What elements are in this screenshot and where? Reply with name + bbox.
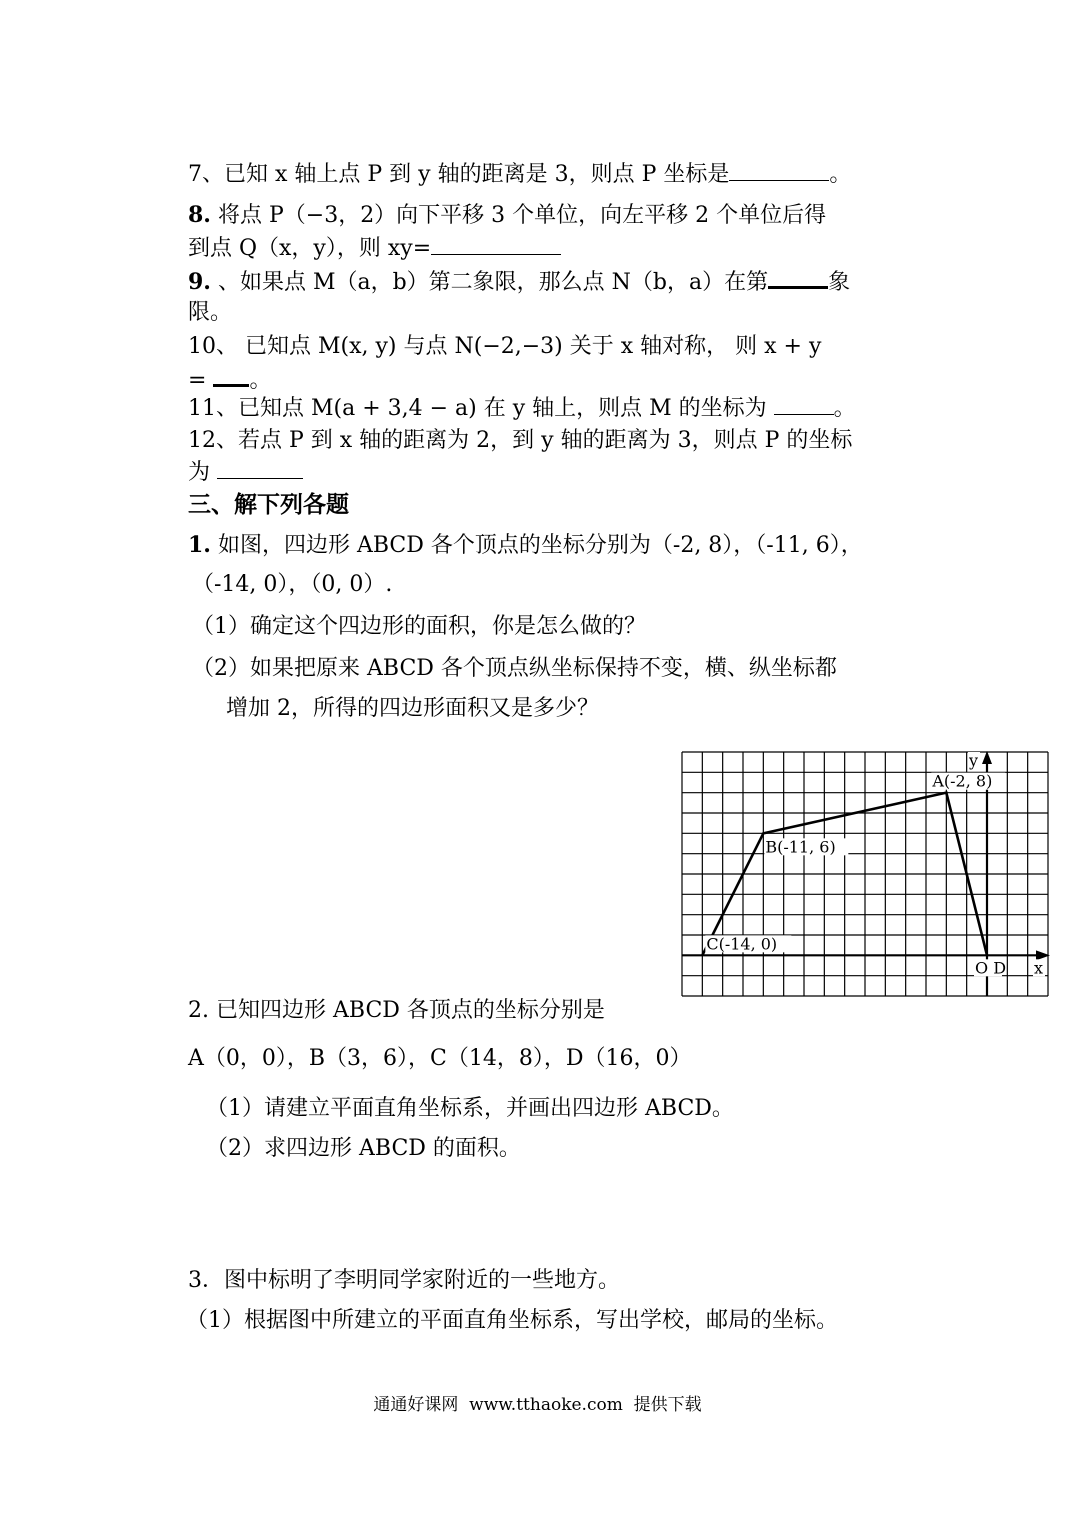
problem3-sub1: （1）根据图中所建立的平面直角坐标系，写出学校，邮局的坐标。 [186,1308,838,1333]
question-7: 7、已知 x 轴上点 P 到 y 轴的距离是 3，则点 P 坐标是 。 [188,162,852,187]
point-label-b: B(-11, 6) [765,837,836,857]
answer-blank[interactable] [431,234,561,255]
problem2-line1: 2. 已知四边形 ABCD 各顶点的坐标分别是 [188,998,605,1023]
answer-blank[interactable] [213,364,249,387]
point-label-od: O D [975,958,1007,978]
section-title: 三、解下列各题 [188,491,349,518]
point-label-c: C(-14, 0) [706,934,778,954]
answer-blank[interactable] [217,458,303,479]
page-footer: 通通好课网 www.tthaoke.com 提供下载 [373,1395,702,1415]
problem1-line2: （-14, 0），（0, 0）. [192,572,393,597]
question-8-line2: 到点 Q（x，y），则 xy= [188,234,561,264]
question-12-line2: 为 [188,458,303,488]
question-10-line1: 10、 已知点 M(x, y) 与点 N(−2,−3) 关于 x 轴对称， 则 x + y [188,334,822,359]
problem3-line1: 3．图中标明了李明同学家附近的一些地方。 [188,1268,620,1293]
problem2-sub2: （2）求四边形 ABCD 的面积。 [206,1136,521,1161]
question-9-line2: 限。 [188,300,233,325]
answer-blank[interactable] [729,160,829,181]
question-9-line1: 9. 、如果点 M（a，b）第二象限，那么点 N（b，a）在第 象 [188,266,850,298]
answer-blank[interactable] [768,266,828,289]
y-axis-arrow-icon [982,751,992,764]
x-axis-label: x [1034,958,1044,978]
problem1-sub1: （1）确定这个四边形的面积，你是怎么做的？ [192,614,646,639]
point-labels [705,751,1045,977]
problem1-sub2-line2: 增加 2，所得的四边形面积又是多少？ [226,696,599,721]
question-8-line1: 8. 将点 P（−3，2）向下平移 3 个单位，向左平移 2 个单位后得 [188,202,827,228]
problem2-sub1: （1）请建立平面直角坐标系，并画出四边形 ABCD。 [206,1096,734,1121]
problem1-line1: 1. 如图，四边形 ABCD 各个顶点的坐标分别为（-2, 8），（-11, 6）， [188,532,863,558]
question-12-line1: 12、若点 P 到 x 轴的距离为 2，到 y 轴的距离为 3，则点 P 的坐标 [188,428,853,453]
quadrilateral-grid-figure [680,750,1050,998]
y-axis-label: y [969,751,979,770]
question-10-line2: = 。 [188,364,271,396]
answer-blank[interactable] [774,394,834,415]
point-label-a: A(-2, 8) [932,771,993,791]
problem2-line2: A（0，0），B（3，6），C（14，8），D（16，0） [188,1046,692,1071]
question-11: 11、已知点 M(a + 3,4 − a) 在 y 轴上，则点 M 的坐标为 。 [188,396,856,421]
problem1-sub2-line1: （2）如果把原来 ABCD 各个顶点纵坐标保持不变，横、纵坐标都 [192,656,837,681]
